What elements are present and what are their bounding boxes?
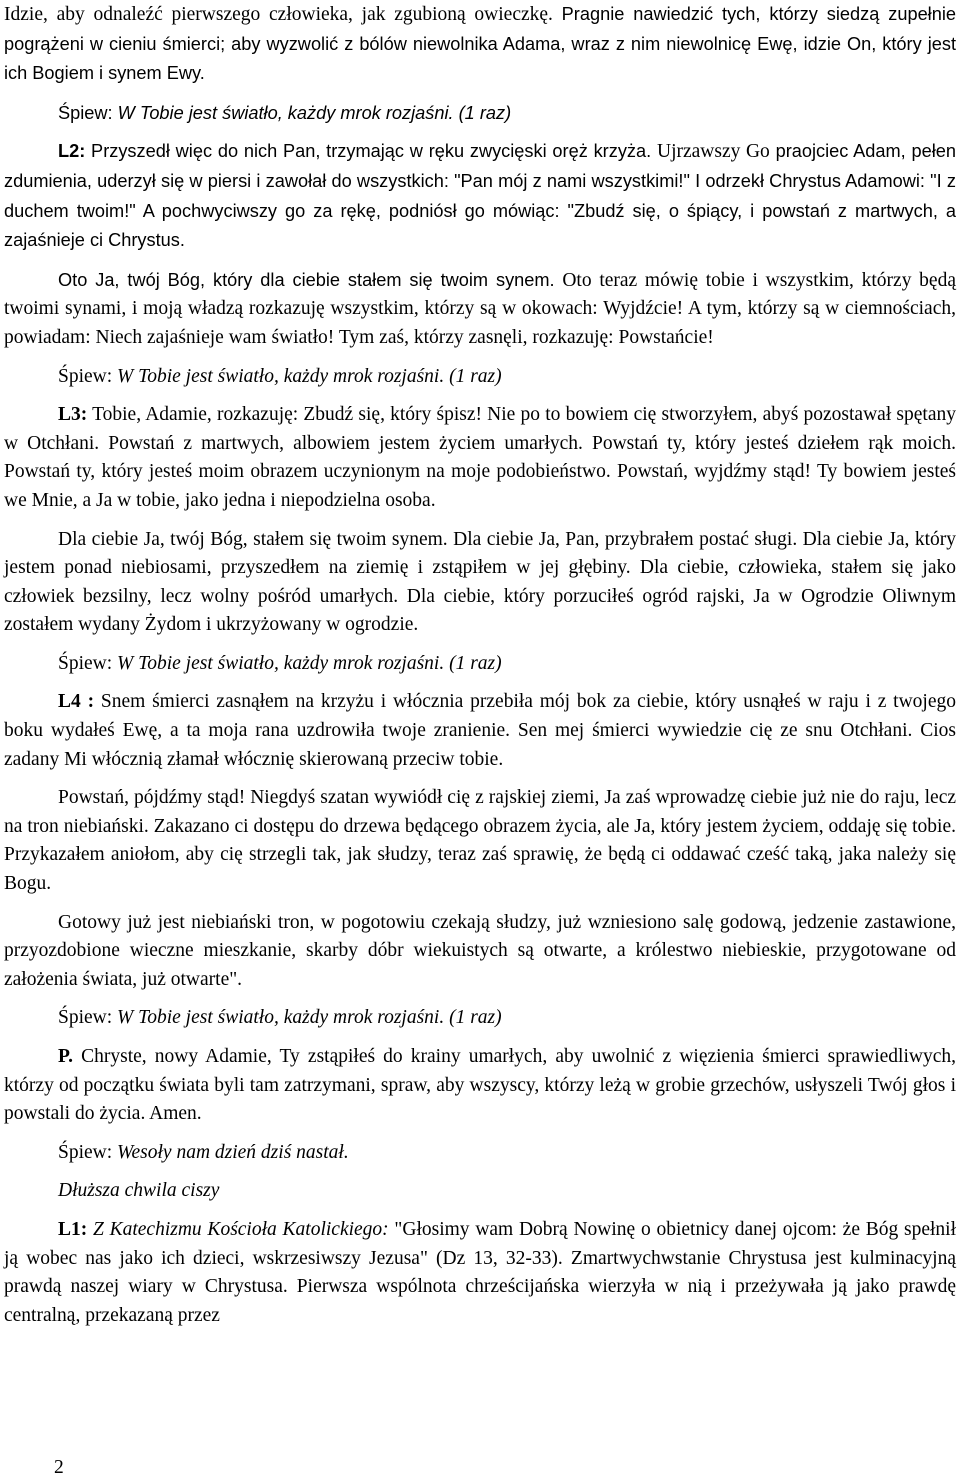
silence-note	[4, 1177, 956, 1206]
paragraph-priest	[4, 1043, 956, 1129]
song-line-1	[4, 99, 956, 128]
l2-serif: Ujrzawszy Go	[656, 141, 770, 163]
p5-text: Dla ciebie Ja, twój Bóg, stałem się twoim synem. Dla ciebie Ja, Pan, przybrałem postać sługi. Dla ciebie Ja, który jestem ponad niebiosami, przyszedłem na ziemię i zstąpiłem w jej głębiny. Dla ciebie, człowieka, stałem się jako człowiek bezsilny, lecz wolny pośród umarłych. Dla ciebie, który porzuciłeś ogród rajski, Ja w Ogrodzie Oliwnym zostałem wydany Żydom i ukrzyżowany w ogrodzie.	[4, 528, 956, 636]
reader-label-l2: L2:	[58, 141, 86, 162]
l2-sans-2: A pochwyciwszy go za rękę, podniósł go mówiąc: "Zbudź się, o śpiący, i powstań z martwych, a zajaśnieje ci Chrystus.	[4, 200, 956, 251]
p3-sans: Oto Ja, twój Bóg, który dla ciebie stałem się twoim synem.	[58, 269, 555, 290]
p7-text: Powstań, pójdźmy stąd! Niegdyś szatan wywiódł cię z rajskiej ziemi, Ja zaś wprowadzę ciebie już nie do raju, lecz na tron niebiański. Zakazano ci dostępu do drzewa będącego obrazem życia, ale Ja, który jestem życiem, oddaję się tobie. Przykazałem aniołom, aby cię strzegli tak, jak słudzy, teraz zaś sprawię, że będą ci oddawać cześć taką, jaka należy się Bogu.	[4, 787, 956, 895]
song-title: W Tobie jest światło, każdy mrok rozjaśni. (1 raz)	[117, 1007, 502, 1029]
silence-text: Dłuższa chwila ciszy	[58, 1180, 220, 1202]
song-line-4	[4, 1004, 956, 1033]
paragraph-3	[4, 266, 956, 353]
l4-text: Snem śmierci zasnąłem na krzyżu i włócznia przebiła mój bok za ciebie, który usnąłeś w raju i z twojego boku wydałeś Ewę, a ta moja rana uzdrowiła twoje zranienie. Sen mej śmierci wywiedzie cię ze snu Otchłani. Cios zadany Mi włócznią złamał włócznię skierowaną przeciw tobie.	[4, 691, 957, 770]
document-page	[4, 0, 956, 1340]
song-title: W Tobie jest światło, każdy mrok rozjaśni. (1 raz)	[117, 652, 502, 674]
song-line-5	[4, 1139, 956, 1168]
song-label: Śpiew:	[58, 365, 118, 387]
song-label: Śpiew:	[58, 1007, 118, 1029]
paragraph-intro-serif: Idzie, aby odnaleźć pierwszego człowieka, jak zgubioną owieczkę.	[4, 4, 562, 25]
song-title: Wesoły nam dzień dziś nastał.	[117, 1141, 349, 1163]
paragraph-intro-sans: Pragnie nawiedzić tych, którzy siedzą zupełnie pogrążeni w cieniu śmierci; aby wyzwolić z bólów niewolnika Adama, wraz z nim niewolnicę Ewę, idzie On, który jest ich Bogiem i synem Ewy.	[4, 4, 956, 84]
l1-source: Z Katechizmu Kościoła Katolickiego:	[87, 1218, 389, 1240]
l2-text: Przyszedł więc do nich Pan, trzymając w ręku zwycięski oręż krzyża.	[85, 141, 657, 162]
p3-rest: Oto teraz mówię tobie i wszystkim, którzy będą twoimi synami, i moją władzą rozkazuję wszystkim, którzy są w okowach: Wyjdźcie! A tym, którzy są w ciemnościach, powiadam: Niech zajaśnieje wam światło! Tym zaś, którzy zasnęli, rozkazuję: Powstańcie!	[4, 269, 956, 348]
priest-label: P.	[58, 1046, 73, 1067]
priest-text: Chryste, nowy Adamie, Ty zstąpiłeś do krainy umarłych, aby uwolnić z więzienia śmierci sprawiedliwych, którzy od początku świata byli tam zatrzymani, spraw, aby wszyscy, którzy leżą w grobie grzechów, usłyszeli Twój głos i powstali do życia. Amen.	[4, 1046, 956, 1125]
l2-sans: praojciec Adam, pełen zdumienia, uderzył się w piersi i zawołał do wszystkich: "Pan mój z nami wszystkimi!	[4, 141, 956, 191]
song-title: W Tobie jest światło, każdy mrok rozjaśni. (1 raz)	[117, 365, 502, 387]
paragraph-intro	[4, 0, 956, 89]
l1-text: "Głosimy wam Dobrą Nowinę o obietnicy danej ojcom: że Bóg spełnił ją wobec nas jako ich dzieci, wskrzesiwszy Jezusa" (Dz 13, 32-33). Zmartwychwstanie Chrystusa jest kulminacyjną prawdą naszej wiary w Chrystusa. Pierwsza wspólnota chrześcijańska wierzyła w nią i przeżywała ją jako prawdę centralną, przekazaną przez	[4, 1218, 956, 1326]
reader-label-l4: L4 :	[58, 691, 95, 713]
paragraph-l2	[4, 137, 956, 255]
paragraph-7	[4, 784, 956, 898]
song-label: Śpiew:	[58, 652, 118, 674]
l2-serif-2: " I odrzekł Chrystus Adamowi: "I z duchem twoim!"	[4, 170, 956, 221]
p8-text: Gotowy już jest niebiański tron, w pogotowiu czekają słudzy, już wzniesiono salę godową, jedzenie zastawione, przyozdobione wieczne mieszkanie, skarby dóbr wiekuistych są otwarte, a królestwo niebieskie, przygotowane od założenia świata, już otwarte".	[4, 911, 956, 990]
paragraph-l3	[4, 401, 956, 515]
paragraph-5	[4, 526, 956, 640]
song-label: Śpiew:	[58, 1141, 118, 1163]
paragraph-l1	[4, 1216, 956, 1330]
song-line-3	[4, 650, 956, 679]
paragraph-l4	[4, 688, 956, 774]
reader-label-l3: L3:	[58, 404, 88, 426]
song-title: W Tobie jest światło, każdy mrok rozjaśni. (1 raz)	[117, 102, 512, 123]
reader-label-l1: L1:	[58, 1218, 88, 1240]
song-label: Śpiew:	[58, 102, 118, 123]
song-line-2	[4, 363, 956, 392]
l3-text: Tobie, Adamie, rozkazuję: Zbudź się, który śpisz! Nie po to bowiem cię stworzyłem, abyś pozostawał spętany w Otchłani. Powstań z martwych, albowiem jestem życiem umarłych. Powstań ty, który jesteś dziełem rąk moich. Powstań ty, który jesteś moim obrazem uczynionym na moje podobieństwo. Powstań, wyjdźmy stąd! Ty bowiem jesteś we Mnie, a Ja w tobie, jako jedna i niepodzielna osoba.	[4, 404, 956, 511]
paragraph-8	[4, 909, 956, 995]
page-number: 2	[54, 1457, 64, 1478]
